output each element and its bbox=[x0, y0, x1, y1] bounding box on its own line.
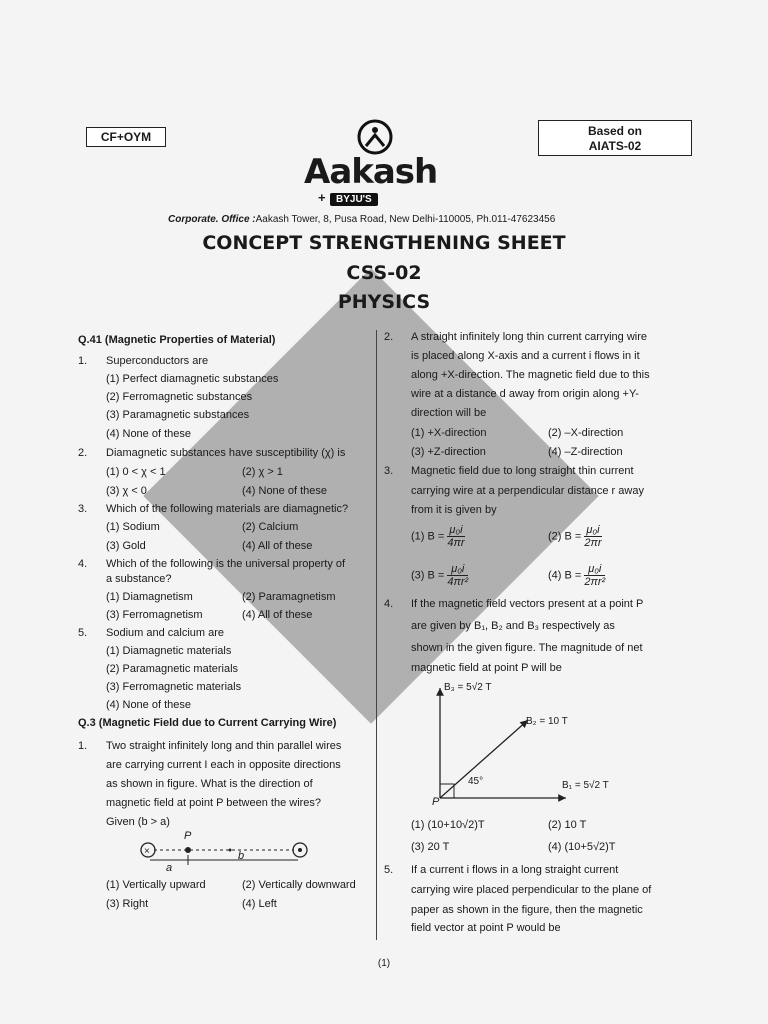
option: (3) +Z-direction bbox=[411, 446, 486, 458]
denominator: 2πr bbox=[584, 537, 602, 549]
fraction bbox=[584, 563, 605, 588]
based-on-box bbox=[538, 120, 692, 156]
option: (1) Sodium bbox=[106, 521, 160, 533]
vector-diagram bbox=[428, 680, 648, 810]
option: (4) None of these bbox=[242, 485, 327, 497]
question-text: magnetic field at point P will be bbox=[411, 662, 562, 674]
formula-option bbox=[411, 524, 465, 549]
question-text: A straight infinitely long thin current carrying wire bbox=[411, 331, 647, 343]
question-text: magnetic field at point P between the wires? bbox=[106, 797, 322, 809]
option-label: (2) B = bbox=[548, 530, 582, 543]
byjus-logo: BYJU'S bbox=[330, 193, 378, 206]
option: (3) Paramagnetic substances bbox=[106, 409, 250, 421]
formula-option bbox=[411, 563, 468, 588]
section-title: (Magnetic Properties of Material) bbox=[104, 334, 276, 346]
logo-plus: + bbox=[318, 190, 326, 205]
question-text: Sodium and calcium are bbox=[106, 627, 225, 639]
question-number: 5. bbox=[78, 627, 88, 639]
question-text: paper as shown in the figure, then the magnetic bbox=[411, 904, 643, 916]
question-text: along +X-direction. The magnetic field due to this bbox=[411, 369, 650, 381]
section-heading bbox=[78, 334, 275, 346]
question-text: If the magnetic field vectors present at a point P bbox=[411, 598, 644, 610]
subject-title: PHYSICS bbox=[337, 291, 431, 313]
sheet-code: CSS-02 bbox=[346, 262, 422, 284]
wires-figure bbox=[138, 832, 310, 882]
numerator: μ₀i bbox=[447, 524, 464, 537]
fig-label-b: b bbox=[238, 850, 245, 862]
question-number: 3. bbox=[384, 465, 394, 477]
option: (4) All of these bbox=[242, 540, 313, 552]
svg-text:×: × bbox=[144, 846, 150, 857]
question-text: Diamagnetic substances have susceptibility (χ) is bbox=[106, 447, 346, 459]
denominator: 4πr² bbox=[447, 576, 469, 588]
fraction bbox=[584, 524, 601, 549]
option: (1) Perfect diamagnetic substances bbox=[106, 373, 279, 385]
fig-label-a: a bbox=[166, 862, 173, 874]
question-text: Which of the following materials are diamagnetic? bbox=[106, 503, 349, 515]
option-label: (3) B = bbox=[411, 569, 445, 582]
question-text: Given (b > a) bbox=[106, 816, 170, 828]
option: (2) Ferromagnetic substances bbox=[106, 391, 253, 403]
office-label: Corporate. Office : bbox=[168, 214, 256, 225]
label-b3: B₃ = 5√2 T bbox=[444, 682, 492, 693]
wires-diagram bbox=[138, 832, 310, 882]
label-angle: 45° bbox=[468, 776, 484, 787]
option: (3) Ferromagnetic materials bbox=[106, 681, 242, 693]
option: (3) χ < 0 bbox=[106, 485, 147, 497]
label-b2: B₂ = 10 T bbox=[526, 716, 568, 727]
option: (2) Calcium bbox=[242, 521, 299, 533]
office-address bbox=[168, 214, 555, 225]
option-label: (1) B = bbox=[411, 530, 445, 543]
aakash-logo-text: Aakash bbox=[304, 152, 438, 192]
question-text: is placed along X-axis and a current i flows in it bbox=[411, 350, 640, 362]
question-text: from it is given by bbox=[411, 504, 497, 516]
option: (2) –X-direction bbox=[548, 427, 624, 439]
question-text: Two straight infinitely long and thin parallel wires bbox=[106, 740, 342, 752]
fig-label-p: P bbox=[184, 830, 192, 842]
option-label: (4) B = bbox=[548, 569, 582, 582]
office-text: Aakash Tower, 8, Pusa Road, New Delhi-110005, Ph.011-47623456 bbox=[255, 214, 556, 225]
question-text: field vector at point P would be bbox=[411, 922, 561, 934]
question-text: shown in the given figure. The magnitude of net bbox=[411, 642, 643, 654]
denominator: 2πr² bbox=[584, 576, 606, 588]
option: (1) (10+10√2)T bbox=[411, 819, 485, 831]
option: (1) Diamagnetic materials bbox=[106, 645, 232, 657]
question-text: carrying wire placed perpendicular to the plane of bbox=[411, 884, 652, 896]
option: (2) χ > 1 bbox=[242, 466, 283, 478]
numerator: μ₀i bbox=[447, 563, 468, 576]
option: (1) +X-direction bbox=[411, 427, 487, 439]
option: (2) 10 T bbox=[548, 819, 587, 831]
batch-code: CF+OYM bbox=[100, 130, 152, 144]
question-number: 4. bbox=[78, 558, 88, 570]
question-text: wire at a distance d away from origin along +Y- bbox=[411, 388, 639, 400]
question-text: are carrying current I each in opposite directions bbox=[106, 759, 341, 771]
question-text: direction will be bbox=[411, 407, 487, 419]
option: (4) –Z-direction bbox=[548, 446, 623, 458]
section-title: (Magnetic Field due to Current Carrying Wire) bbox=[98, 717, 337, 729]
based-on-line1: Based on bbox=[587, 124, 642, 138]
option: (4) Left bbox=[242, 898, 277, 910]
question-text: Which of the following is the universal property of bbox=[106, 558, 346, 570]
section-number: Q.3 bbox=[78, 717, 96, 729]
option: (4) None of these bbox=[106, 428, 191, 440]
question-number: 4. bbox=[384, 598, 394, 610]
question-text: Magnetic field due to long straight thin current bbox=[411, 465, 634, 477]
question-text: a substance? bbox=[106, 573, 172, 585]
page-number: (1) bbox=[377, 958, 391, 969]
question-number: 3. bbox=[78, 503, 88, 515]
batch-code-box bbox=[86, 127, 166, 147]
question-text: If a current i flows in a long straight current bbox=[411, 864, 619, 876]
section-heading bbox=[78, 717, 336, 729]
formula-option bbox=[548, 524, 602, 549]
option: (3) Ferromagnetism bbox=[106, 609, 203, 621]
column-divider bbox=[376, 330, 377, 940]
option: (2) Paramagnetism bbox=[242, 591, 336, 603]
question-number: 1. bbox=[78, 355, 88, 367]
based-on-line2: AIATS-02 bbox=[588, 139, 642, 153]
option: (2) Vertically downward bbox=[242, 879, 356, 891]
option: (4) All of these bbox=[242, 609, 313, 621]
vector-figure bbox=[428, 680, 648, 810]
option: (4) (10+5√2)T bbox=[548, 841, 616, 853]
option: (3) Right bbox=[106, 898, 149, 910]
sheet-title: CONCEPT STRENGTHENING SHEET bbox=[202, 232, 566, 254]
label-b1: B₁ = 5√2 T bbox=[562, 780, 609, 791]
option: (1) Diamagnetism bbox=[106, 591, 193, 603]
option: (2) Paramagnetic materials bbox=[106, 663, 239, 675]
section-number: Q.41 bbox=[78, 334, 102, 346]
question-number: 2. bbox=[384, 331, 394, 343]
option: (1) Vertically upward bbox=[106, 879, 206, 891]
numerator: μ₀i bbox=[584, 524, 601, 537]
option: (4) None of these bbox=[106, 699, 191, 711]
question-number: 1. bbox=[78, 740, 88, 752]
formula-option bbox=[548, 563, 605, 588]
label-point-p: P bbox=[432, 796, 440, 808]
fraction bbox=[447, 563, 468, 588]
question-number: 2. bbox=[78, 447, 88, 459]
question-number: 5. bbox=[384, 864, 394, 876]
numerator: μ₀i bbox=[584, 563, 605, 576]
fraction bbox=[447, 524, 464, 549]
denominator: 4πr bbox=[447, 537, 465, 549]
option: (3) Gold bbox=[106, 540, 146, 552]
option: (3) 20 T bbox=[411, 841, 450, 853]
question-text: as shown in figure. What is the direction of bbox=[106, 778, 313, 790]
question-text: Superconductors are bbox=[106, 355, 209, 367]
option: (1) 0 < χ < 1 bbox=[106, 466, 166, 478]
question-text: are given by B₁, B₂ and B₃ respectively as bbox=[411, 620, 615, 632]
question-text: carrying wire at a perpendicular distance r away bbox=[411, 485, 644, 497]
